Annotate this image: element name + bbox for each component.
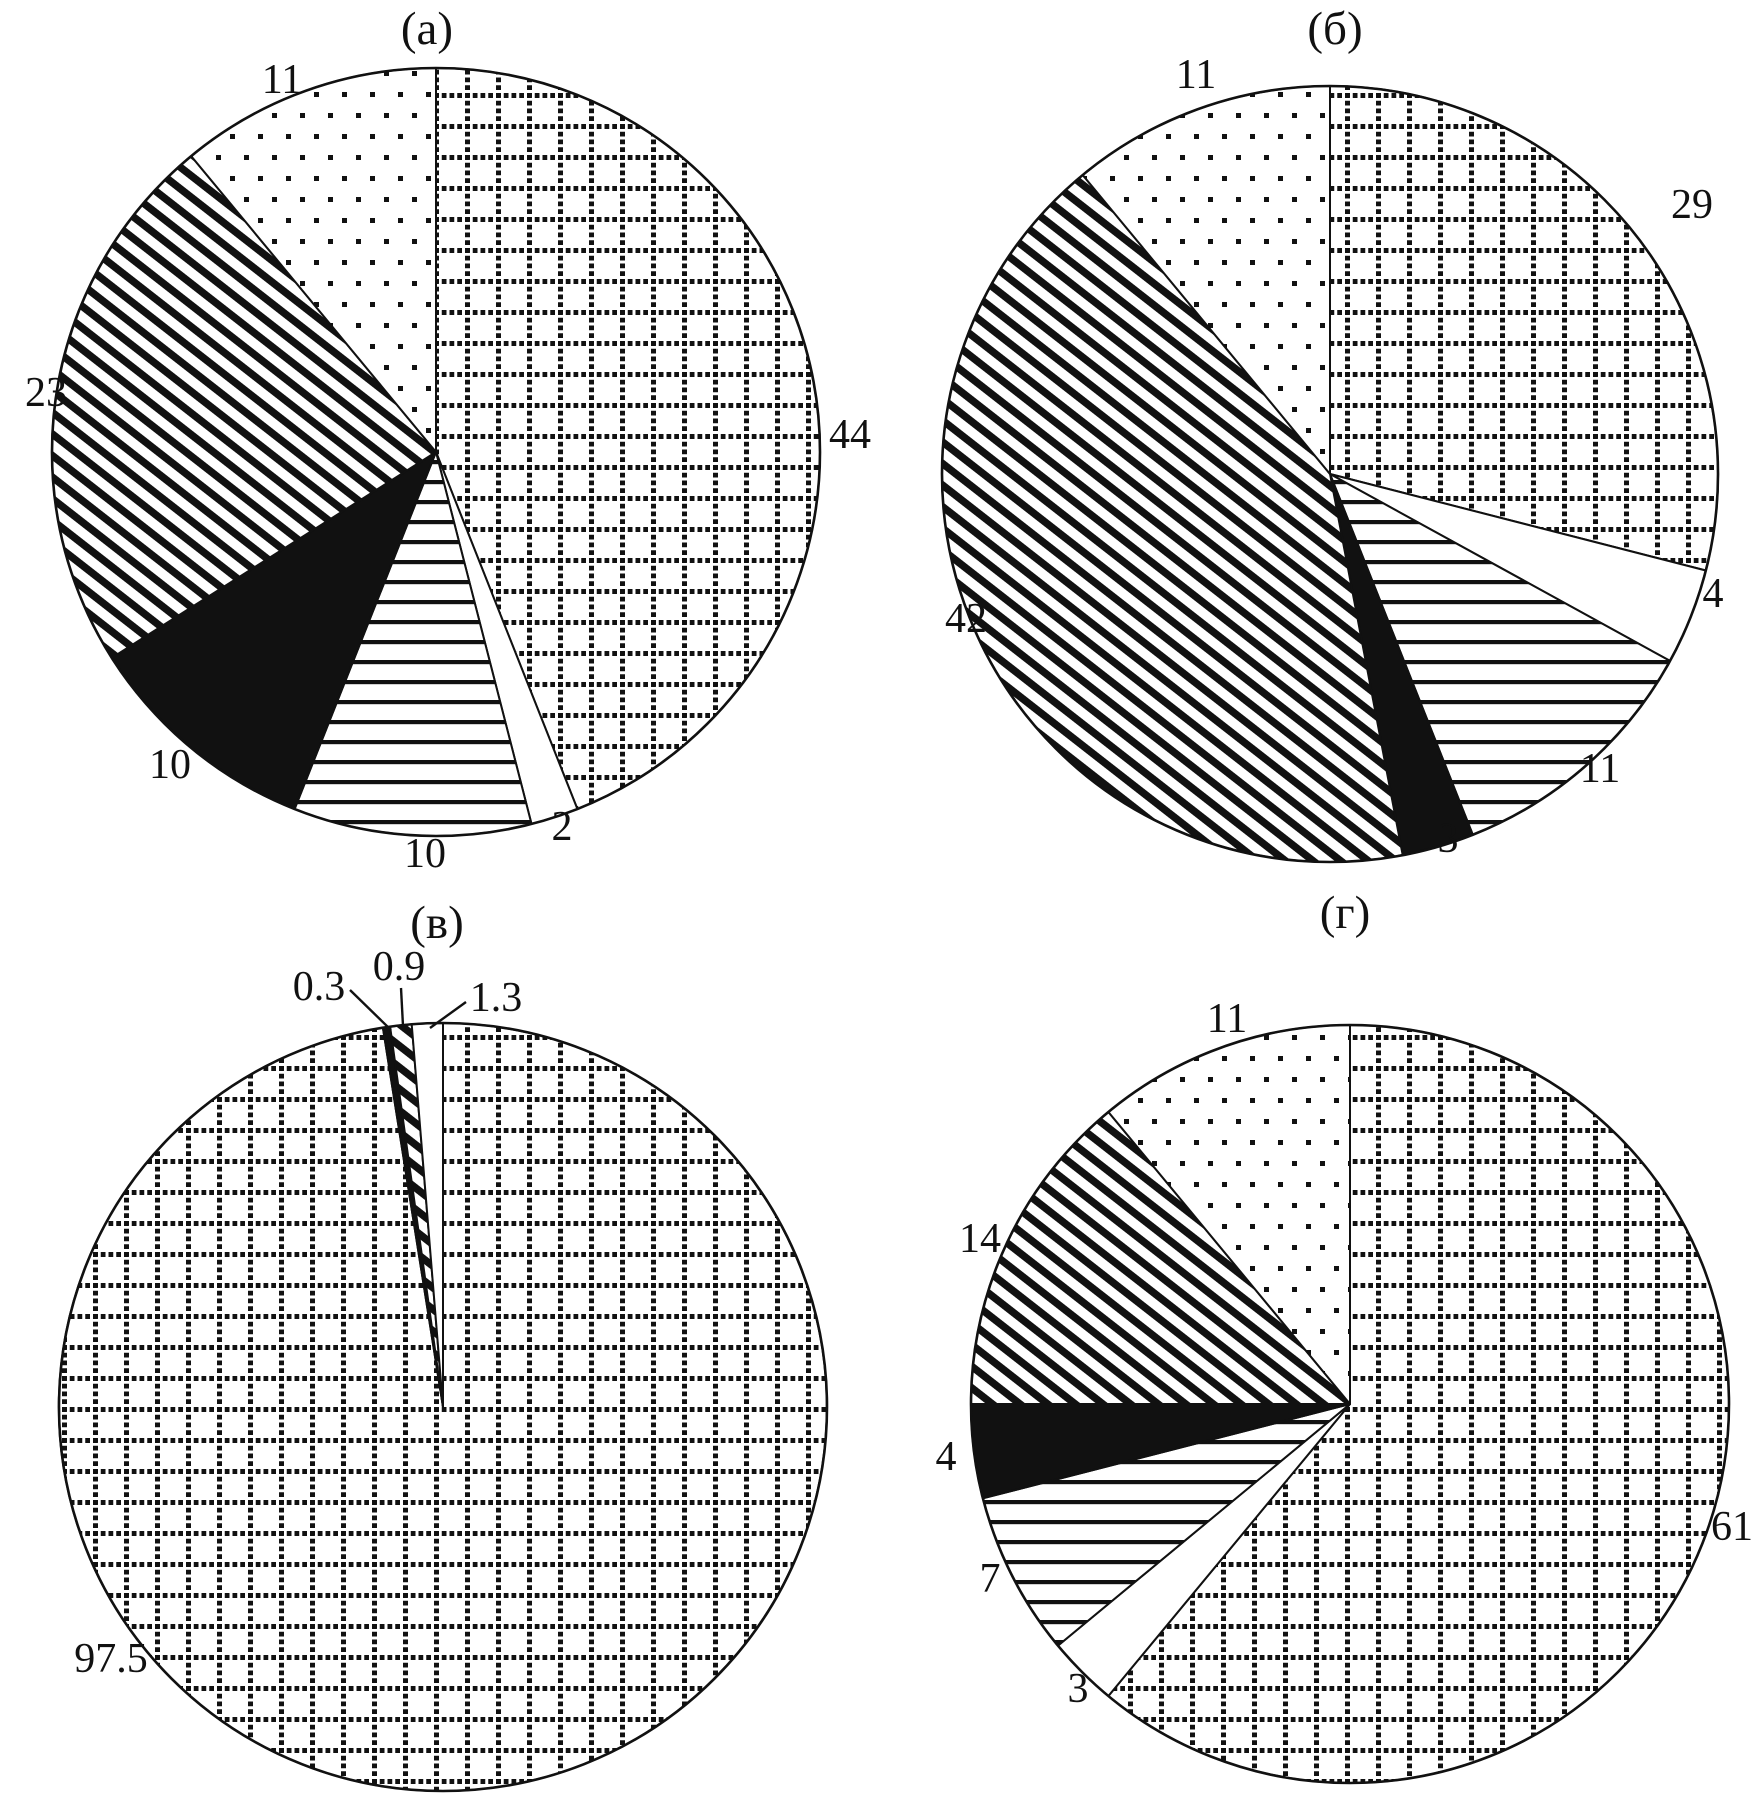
panel-title: (б) xyxy=(1307,3,1363,55)
slice-value-label: 1.3 xyxy=(469,975,523,1021)
panel-title: (г) xyxy=(1319,887,1371,939)
pie-chart-a xyxy=(0,0,880,880)
panel-b xyxy=(880,0,1759,880)
slice-value-label: 11 xyxy=(1175,52,1217,98)
slice-value-label: 4 xyxy=(1702,571,1724,617)
panel-a xyxy=(0,0,880,880)
slice-value-label: 44 xyxy=(829,412,871,458)
slice-value-label: 97.5 xyxy=(74,1636,148,1682)
slice-value-label: 11 xyxy=(1579,746,1621,792)
panel-v xyxy=(0,880,880,1798)
pie-chart-b xyxy=(880,0,1759,880)
slice-value-label: 11 xyxy=(1206,996,1248,1042)
label-leader-line xyxy=(350,990,391,1030)
pie-chart-g xyxy=(880,880,1759,1798)
slice-value-label: 10 xyxy=(404,831,446,877)
slice-value-label: 3 xyxy=(1437,816,1459,862)
slice-value-label: 3 xyxy=(1067,1666,1089,1712)
panel-title: (в) xyxy=(410,897,464,949)
slice-value-label: 2 xyxy=(551,804,573,850)
panel-g xyxy=(880,880,1759,1798)
pie-chart-v xyxy=(0,880,880,1798)
slice-value-label: 10 xyxy=(149,742,191,788)
slice-value-label: 7 xyxy=(979,1556,1001,1602)
panel-title: (а) xyxy=(400,3,454,55)
slice-value-label: 61 xyxy=(1711,1504,1753,1550)
slice-value-label: 29 xyxy=(1671,182,1713,228)
slice-value-label: 11 xyxy=(261,57,303,103)
slice-value-label: 0.3 xyxy=(292,964,346,1010)
slice-value-label: 4 xyxy=(935,1434,957,1480)
slice-value-label: 0.9 xyxy=(372,944,426,990)
slice-value-label: 42 xyxy=(945,596,987,642)
slice-value-label: 14 xyxy=(959,1216,1001,1262)
slice-value-label: 23 xyxy=(25,370,67,416)
label-leader-line xyxy=(401,988,403,1026)
